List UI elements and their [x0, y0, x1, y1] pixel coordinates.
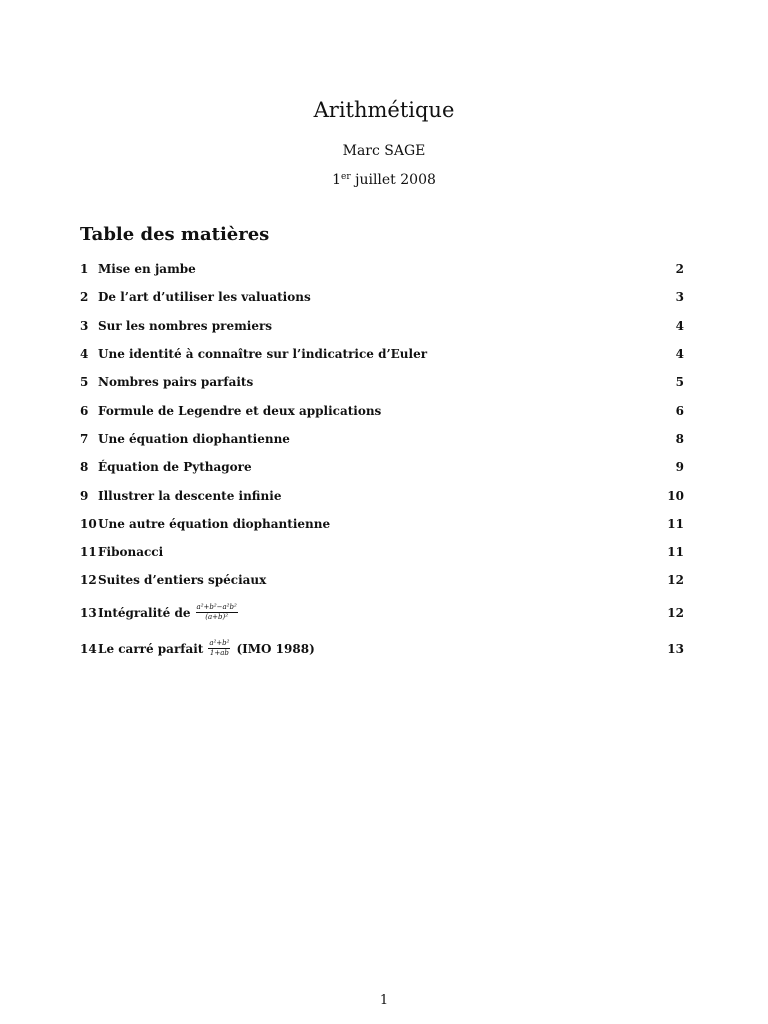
fraction-numerator: a²+b²−a²b² — [196, 603, 237, 612]
toc-entry-page: 5 — [675, 375, 684, 390]
fraction — [208, 640, 230, 657]
toc-entry-page: 9 — [675, 460, 684, 475]
toc-entry-title: Mise en jambe — [98, 262, 196, 277]
table-of-contents — [80, 255, 684, 667]
date-day-suffix: er — [341, 172, 351, 182]
toc-entry-page: 4 — [675, 347, 684, 362]
toc-entry-number: 6 — [80, 403, 89, 418]
toc-entry-page: 2 — [675, 262, 684, 277]
toc-entry-9[interactable] — [80, 481, 684, 509]
document-title: Arithmétique — [313, 98, 455, 122]
toc-entry-number: 14 — [80, 641, 97, 656]
toc-entry-2[interactable] — [80, 283, 684, 311]
page-number: 1 — [379, 993, 389, 1008]
toc-entry-page: 6 — [675, 403, 684, 418]
toc-entry-title: Équation de Pythagore — [98, 460, 252, 475]
toc-entry-page: 12 — [667, 573, 684, 588]
toc-heading: Table des matières — [80, 224, 270, 245]
toc-entry-11[interactable] — [80, 538, 684, 566]
date-day: 1 — [332, 172, 342, 188]
toc-entry-number: 13 — [80, 605, 97, 620]
toc-entry-13[interactable] — [80, 595, 684, 631]
toc-entry-number: 1 — [80, 262, 89, 277]
toc-entry-number: 5 — [80, 375, 89, 390]
fraction-denominator: 1+ab — [209, 649, 229, 658]
toc-entry-4[interactable] — [80, 340, 684, 368]
toc-entry-8[interactable] — [80, 453, 684, 481]
toc-entry-page: 8 — [675, 431, 684, 446]
toc-entry-page: 13 — [667, 641, 684, 656]
toc-entry-page: 11 — [667, 545, 684, 560]
toc-entry-10[interactable] — [80, 510, 684, 538]
toc-entry-title: Nombres pairs parfaits — [98, 375, 254, 390]
fraction — [196, 604, 238, 621]
date-rest: juillet 2008 — [350, 172, 436, 188]
toc-entry-title: Le carré parfait — [98, 641, 204, 656]
toc-entry-title: Illustrer la descente infinie — [98, 488, 282, 503]
toc-entry-title: Sur les nombres premiers — [98, 318, 273, 333]
toc-entry-3[interactable] — [80, 312, 684, 340]
toc-entry-number: 8 — [80, 460, 89, 475]
toc-entry-number: 12 — [80, 573, 97, 588]
toc-entry-number: 9 — [80, 488, 89, 503]
toc-entry-page: 10 — [667, 488, 684, 503]
toc-entry-suffix: (IMO 1988) — [236, 641, 315, 656]
fraction-numerator: a²+b² — [209, 639, 230, 648]
toc-entry-number: 10 — [80, 516, 97, 531]
toc-entry-title: Une identité à connaître sur l’indicatrice d’Euler — [98, 347, 428, 362]
toc-entry-number: 7 — [80, 431, 89, 446]
fraction-denominator: (a+b)² — [205, 613, 229, 622]
toc-entry-title: Suites d’entiers spéciaux — [98, 573, 267, 588]
toc-entry-page: 3 — [675, 290, 684, 305]
toc-entry-title: Fibonacci — [98, 545, 164, 560]
toc-entry-12[interactable] — [80, 566, 684, 594]
toc-entry-number: 11 — [80, 545, 97, 560]
toc-entry-6[interactable] — [80, 396, 684, 424]
document-date — [0, 172, 768, 188]
toc-entry-7[interactable] — [80, 425, 684, 453]
document-author: Marc SAGE — [342, 143, 426, 159]
toc-entry-title: De l’art d’utiliser les valuations — [98, 290, 311, 305]
toc-entry-title: Intégralité de — [98, 605, 191, 620]
toc-entry-5[interactable] — [80, 368, 684, 396]
toc-entry-title: Une autre équation diophantienne — [98, 516, 331, 531]
toc-entry-number: 3 — [80, 318, 89, 333]
toc-entry-number: 4 — [80, 347, 89, 362]
toc-entry-14[interactable] — [80, 631, 684, 667]
toc-entry-page: 11 — [667, 516, 684, 531]
toc-entry-title: Une équation diophantienne — [98, 431, 290, 446]
toc-entry-page: 12 — [667, 605, 684, 620]
toc-entry-1[interactable] — [80, 255, 684, 283]
toc-entry-title: Formule de Legendre et deux applications — [98, 403, 382, 418]
toc-entry-number: 2 — [80, 290, 89, 305]
toc-entry-page: 4 — [675, 318, 684, 333]
